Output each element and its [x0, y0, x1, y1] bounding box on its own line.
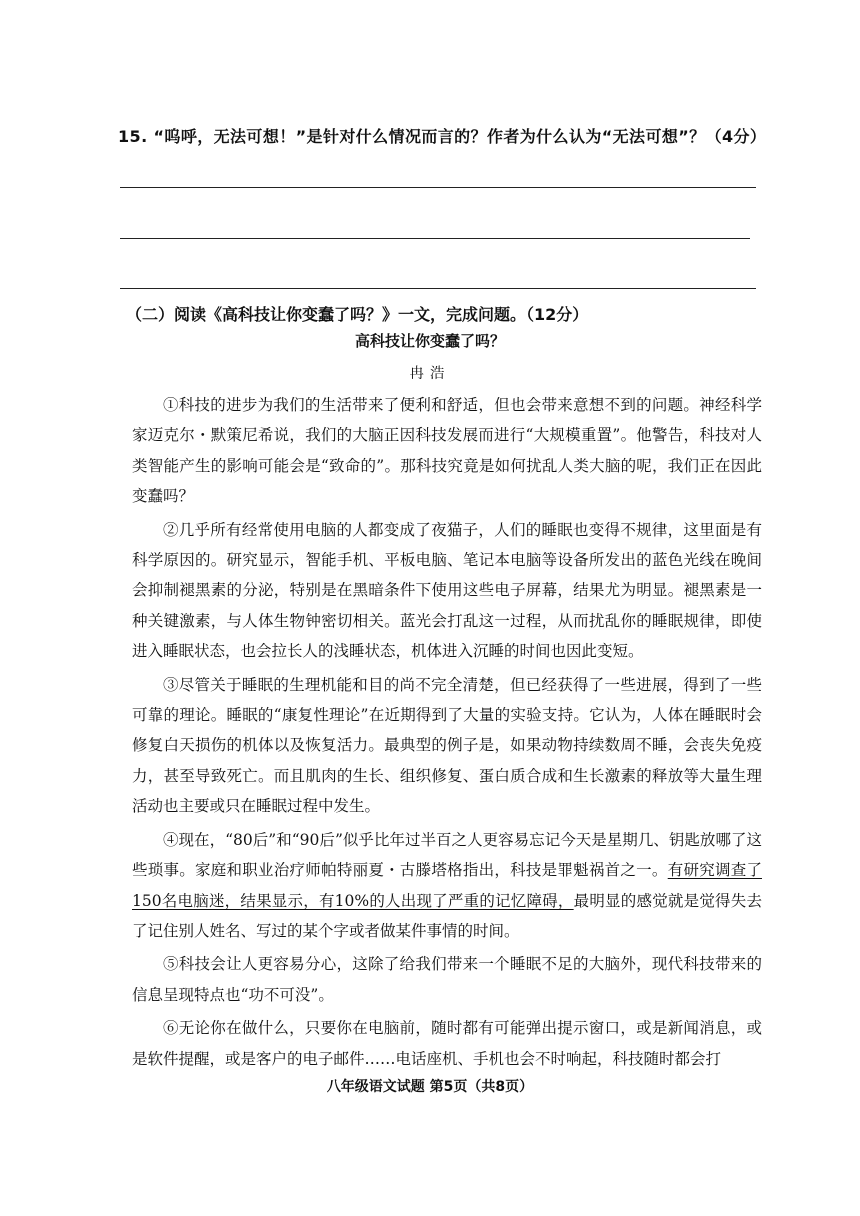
question-15: 15. “呜呼，无法可想！”是针对什么情况而言的？作者为什么认为“无法可想”？（4分） — [118, 127, 767, 146]
paragraph-5: ⑤科技会让人更容易分心，这除了给我们带来一个睡眠不足的大脑外，现代科技带来的信息呈现特点也“功不可没”。 — [132, 955, 762, 1004]
paragraph-3: ③尽管关于睡眠的生理机能和目的尚不完全清楚，但已经获得了一些进展，得到了一些可靠的理论。睡眠的“康复性理论”在近期得到了大量的实验支持。它认为，人体在睡眠时会修复白天损伤的机体以及恢复活力。最典型的例子是，如果动物持续数周不睡，会丧失免疫力，甚至导致死亡。而且肌肉的生长、组织修复、蛋白质合成和生长激素的释放等大量生理活动也主要或只在睡眠过程中发生。 — [132, 675, 762, 816]
answer-line-3[interactable] — [120, 288, 756, 289]
paragraph-4 — [132, 825, 762, 947]
page-footer: 八年级语文试题 第5页（共8页） — [326, 1079, 534, 1095]
paragraph-2: ②几乎所有经常使用电脑的人都变成了夜猫子，人们的睡眠也变得不规律，这里面是有科学原因的。研究显示，智能手机、平板电脑、笔记本电脑等设备所发出的蓝色光线在晚间会抑制褪黑素的分泌，特别是在黑暗条件下使用这些电子屏幕，结果尤为明显。褪黑素是一种关键激素，与人体生物钟密切相关。蓝光会打乱这一过程，从而扰乱你的睡眠规律，即使进入睡眠状态，也会拉长人的浅睡状态，机体进入沉睡的时间也因此变短。 — [132, 520, 762, 661]
paragraph-6: ⑥无论你在做什么，只要你在电脑前，随时都有可能弹出提示窗口，或是新闻消息，或是软件提醒，或是客户的电子邮件……电话座机、手机也会不时响起，科技随时都会打 — [132, 1019, 762, 1068]
article-title: 高科技让你变蠢了吗？ — [354, 332, 505, 350]
paragraph-1: ①科技的进步为我们的生活带来了便利和舒适，但也会带来意想不到的问题。神经科学家迈克尔・默策尼希说，我们的大脑正因科技发展而进行“大规模重置”。他警告，科技对人类智能产生的影响可能会是“致命的”。那科技究竟是如何扰乱人类大脑的呢，我们正在因此变蠢吗？ — [132, 396, 762, 506]
section-heading: （二）阅读《高科技让你变蠢了吗？》一文，完成问题。（12分） — [126, 305, 589, 324]
paragraph-4-text-end: 最明显的感觉就是觉得失去了记住别人姓名、写过的某个字或者做某件事情的时间。 — [132, 891, 762, 940]
answer-line-1[interactable] — [120, 187, 756, 188]
underlined-sentence: 有研究调查了150名电脑迷，结果显示，有10%的人出现了严重的记忆障碍， — [132, 861, 762, 910]
article-body — [132, 390, 762, 1077]
article-author: 冉浩 — [409, 366, 451, 382]
paragraph-4-text: ④现在，“80后”和“90后”似乎比年过半百之人更容易忘记今天是星期几、钥匙放哪了这些琐事。家庭和职业治疗师帕特丽夏・古滕塔格指出，科技是罪魁祸首之一。 — [132, 830, 762, 880]
answer-line-2[interactable] — [120, 238, 750, 239]
